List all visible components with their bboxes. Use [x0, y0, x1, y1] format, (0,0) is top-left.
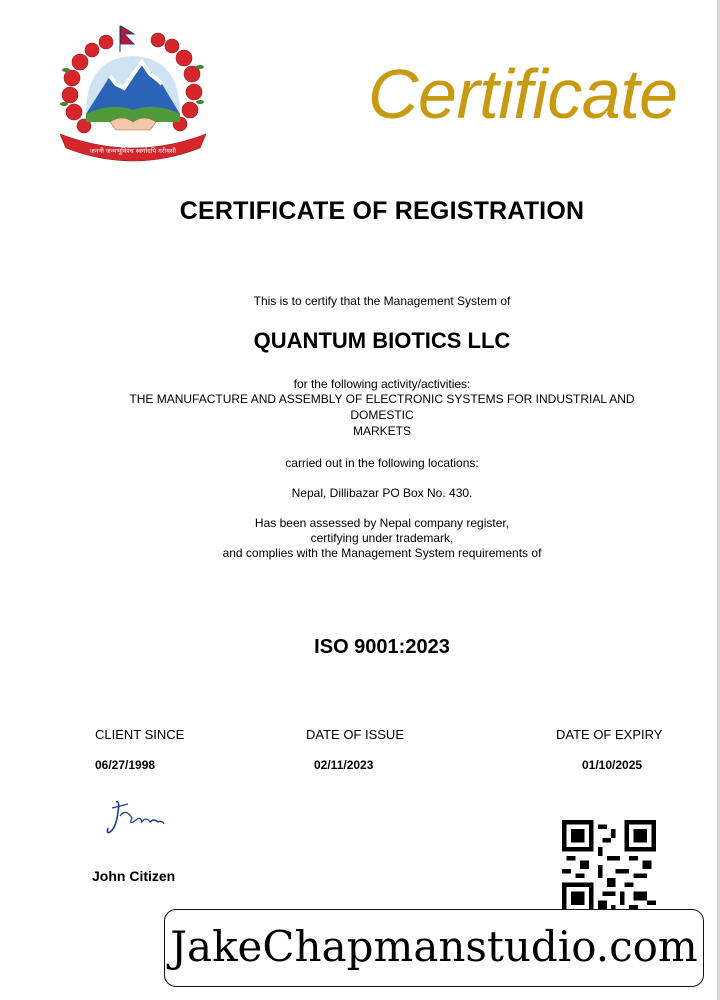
location-text: Nepal, Dillibazar PO Box No. 430.	[291, 486, 473, 500]
locations-intro: carried out in the following locations:	[285, 456, 479, 470]
activity-line-3: MARKETS	[352, 424, 411, 438]
qr-code-icon	[562, 820, 656, 914]
company-name: QUANTUM BIOTICS LLC	[253, 328, 511, 353]
date-of-issue-label: DATE OF ISSUE	[306, 727, 404, 742]
assessed-line-2: certifying under trademark,	[310, 531, 454, 545]
activity-intro: for the following activity/activities:	[293, 377, 471, 391]
date-of-expiry-value: 01/10/2025	[582, 758, 643, 772]
signature-icon	[102, 798, 172, 844]
client-since-label: CLIENT SINCE	[95, 727, 185, 742]
watermark-banner: JakeChapmanstudio.com	[164, 909, 704, 987]
date-of-expiry-label: DATE OF EXPIRY	[556, 727, 663, 742]
assessed-line-3: and complies with the Management System requirements of	[222, 546, 542, 560]
emblem-motto: जननी जन्मभूमिश्च स्वर्गादपि गरीयसी	[90, 147, 176, 155]
assessed-line-1: Has been assessed by Nepal company register,	[254, 516, 510, 530]
client-since-value: 06/27/1998	[95, 758, 156, 772]
nepal-emblem-icon	[50, 22, 216, 168]
certificate-heading: Certificate	[368, 55, 678, 133]
date-of-issue-value: 02/11/2023	[314, 758, 374, 772]
signatory-name: John Citizen	[92, 868, 176, 884]
page-title: CERTIFICATE OF REGISTRATION	[179, 197, 585, 225]
iso-standard: ISO 9001:2023	[314, 636, 450, 658]
intro-text: This is to certify that the Management System of	[253, 294, 511, 308]
activity-line-2: DOMESTIC	[350, 408, 414, 422]
activity-line-1: THE MANUFACTURE AND ASSEMBLY OF ELECTRONIC SYSTEMS FOR INDUSTRIAL AND	[129, 392, 635, 406]
flag-icon	[120, 26, 134, 52]
